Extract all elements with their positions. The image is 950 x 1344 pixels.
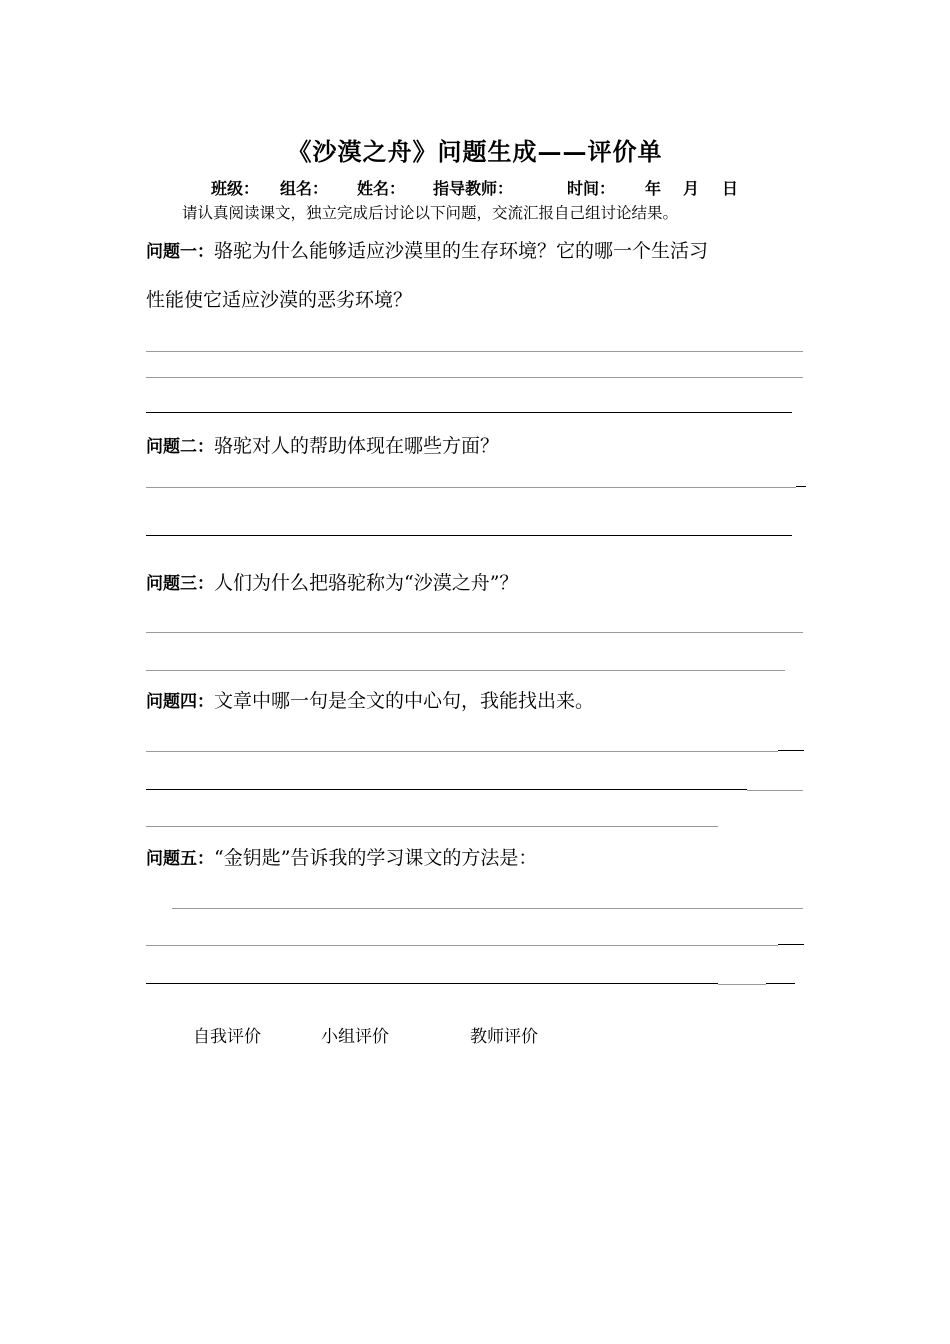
question-4 — [146, 686, 594, 713]
meta-row — [0, 176, 950, 198]
answer-line-tail — [778, 944, 804, 945]
year-label: 年 — [645, 179, 662, 198]
answer-line[interactable] — [146, 789, 747, 790]
answer-line[interactable] — [146, 945, 778, 946]
question-3-label: 问题三： — [146, 574, 214, 594]
answer-line[interactable] — [146, 487, 796, 488]
question-5-text: “金钥匙”告诉我的学习课文的方法是： — [214, 847, 538, 869]
answer-line[interactable] — [146, 670, 785, 671]
teacher-evaluation-label: 教师评价 — [470, 1027, 538, 1047]
question-3 — [146, 568, 518, 595]
question-1 — [146, 236, 708, 263]
answer-line-gap — [718, 984, 766, 985]
day-label: 日 — [722, 179, 739, 198]
answer-line-tail — [796, 486, 806, 487]
group-label: 组名： — [280, 179, 329, 198]
self-evaluation-label: 自我评价 — [193, 1027, 261, 1047]
question-1-text: 骆驼为什么能够适应沙漠里的生存环境？它的哪一个生活习 — [214, 240, 709, 262]
instruction-text: 请认真阅读课文，独立完成后讨论以下问题，交流汇报自己组讨论结果。 — [182, 204, 679, 222]
page-title: 《沙漠之舟》问题生成——评价单 — [287, 137, 663, 166]
question-2-text: 骆驼对人的帮助体现在哪些方面？ — [214, 435, 500, 457]
answer-line[interactable] — [172, 908, 803, 909]
answer-line[interactable] — [146, 351, 803, 352]
answer-line-tail — [778, 750, 804, 751]
name-label: 姓名： — [357, 179, 406, 198]
answer-line-tail — [747, 790, 803, 791]
month-label: 月 — [683, 179, 700, 198]
question-1-label: 问题一： — [146, 242, 214, 262]
question-4-label: 问题四： — [146, 692, 214, 712]
answer-line[interactable] — [146, 535, 792, 536]
class-label: 班级： — [211, 179, 260, 198]
question-5 — [146, 843, 537, 870]
answer-line[interactable] — [146, 826, 718, 827]
answer-line[interactable] — [146, 377, 803, 378]
question-1-text-continued: 性能使它适应沙漠的恶劣环境？ — [146, 289, 413, 311]
answer-line[interactable] — [146, 412, 792, 413]
answer-line-tail — [766, 983, 795, 984]
answer-line[interactable] — [146, 983, 718, 984]
question-2 — [146, 431, 499, 458]
group-evaluation-label: 小组评价 — [321, 1027, 389, 1047]
answer-line[interactable] — [146, 632, 803, 633]
question-4-text: 文章中哪一句是全文的中心句，我能找出来。 — [214, 690, 595, 712]
answer-line[interactable] — [146, 751, 778, 752]
question-3-text: 人们为什么把骆驼称为“沙漠之舟”？ — [214, 572, 519, 594]
question-5-label: 问题五： — [146, 849, 214, 869]
teacher-label: 指导教师： — [433, 179, 514, 198]
time-label: 时间： — [567, 179, 616, 198]
question-2-label: 问题二： — [146, 437, 214, 457]
